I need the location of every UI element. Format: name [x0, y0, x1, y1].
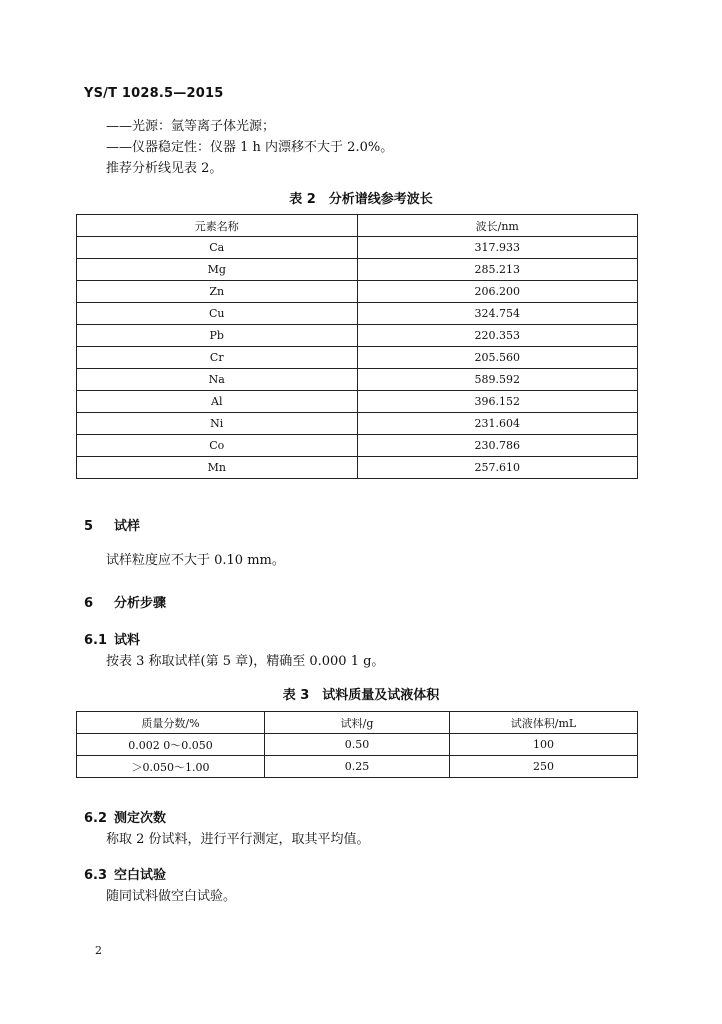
page-number: 2: [95, 944, 102, 957]
table-row: [77, 303, 638, 325]
recommend-line: 推荐分析线见表 2。: [106, 161, 223, 176]
element-cell: Ca: [77, 237, 358, 259]
section-6-2-text: 称取 2 份试料，进行平行测定，取其平均值。: [106, 832, 370, 847]
column-header-solution-volume: 试液体积/mL: [450, 712, 638, 734]
table-row: [77, 391, 638, 413]
solution-volume-cell: 100: [450, 734, 638, 756]
section-title: 测定次数: [114, 811, 167, 826]
element-cell: Cu: [77, 303, 358, 325]
standard-code: YS/T 1028.5—2015: [84, 86, 224, 101]
wavelength-cell: 230.786: [357, 435, 638, 457]
sample-mass-cell: 0.25: [264, 756, 449, 778]
sample-mass-table: [76, 711, 638, 778]
wavelength-cell: 231.604: [357, 413, 638, 435]
table-row: [77, 325, 638, 347]
column-header-element: 元素名称: [77, 215, 358, 237]
section-title: 空白试验: [114, 868, 167, 883]
table-header-row: [77, 215, 638, 237]
column-header-mass-fraction: 质量分数/%: [77, 712, 265, 734]
section-6-1-text: 按表 3 称取试样(第 5 章)，精确至 0.000 1 g。: [106, 654, 385, 669]
section-title: 分析步骤: [114, 596, 167, 611]
element-cell: Mn: [77, 457, 358, 479]
wavelength-cell: 285.213: [357, 259, 638, 281]
table-row: [77, 734, 638, 756]
table-row: [77, 435, 638, 457]
section-number: 5: [84, 519, 94, 534]
element-cell: Mg: [77, 259, 358, 281]
mass-fraction-cell: ＞0.050～1.00: [77, 756, 265, 778]
wavelength-cell: 589.592: [357, 369, 638, 391]
element-cell: Na: [77, 369, 358, 391]
element-cell: Ni: [77, 413, 358, 435]
table-row: [77, 756, 638, 778]
element-cell: Zn: [77, 281, 358, 303]
wavelength-cell: 324.754: [357, 303, 638, 325]
wavelength-table: [76, 214, 638, 479]
section-number: 6.1: [84, 633, 108, 648]
table2-caption: 表 2 分析谱线参考波长: [289, 192, 433, 207]
table-row: [77, 259, 638, 281]
element-cell: Co: [77, 435, 358, 457]
section-6-3-text: 随同试料做空白试验。: [106, 889, 237, 904]
wavelength-cell: 220.353: [357, 325, 638, 347]
table-row: [77, 457, 638, 479]
section-number: 6.3: [84, 868, 108, 883]
wavelength-cell: 257.610: [357, 457, 638, 479]
stability-line: ——仪器稳定性：仪器 1 h 内漂移不大于 2.0%。: [106, 140, 394, 155]
mass-fraction-cell: 0.002 0～0.050: [77, 734, 265, 756]
section-6-2-heading: [84, 807, 166, 826]
section-title: 试样: [114, 519, 141, 534]
column-header-sample-mass: 试料/g: [264, 712, 449, 734]
wavelength-cell: 317.933: [357, 237, 638, 259]
element-cell: Pb: [77, 325, 358, 347]
light-source-line: ——光源：氩等离子体光源；: [106, 119, 276, 134]
table-header-row: [77, 712, 638, 734]
section-5-text: 试样粒度应不大于 0.10 mm。: [106, 553, 285, 568]
table3-caption: 表 3 试料质量及试液体积: [282, 688, 440, 703]
section-number: 6.2: [84, 811, 108, 826]
section-6-3-heading: [84, 864, 166, 883]
table-row: [77, 369, 638, 391]
section-number: 6: [84, 596, 94, 611]
solution-volume-cell: 250: [450, 756, 638, 778]
sample-mass-cell: 0.50: [264, 734, 449, 756]
wavelength-cell: 396.152: [357, 391, 638, 413]
table-row: [77, 413, 638, 435]
element-cell: Al: [77, 391, 358, 413]
table-row: [77, 237, 638, 259]
column-header-wavelength: 波长/nm: [357, 215, 638, 237]
element-cell: Cr: [77, 347, 358, 369]
table-row: [77, 347, 638, 369]
wavelength-cell: 206.200: [357, 281, 638, 303]
section-5-heading: [84, 515, 140, 534]
section-title: 试料: [114, 633, 141, 648]
wavelength-cell: 205.560: [357, 347, 638, 369]
section-6-heading: [84, 592, 166, 611]
table-row: [77, 281, 638, 303]
section-6-1-heading: [84, 629, 140, 648]
